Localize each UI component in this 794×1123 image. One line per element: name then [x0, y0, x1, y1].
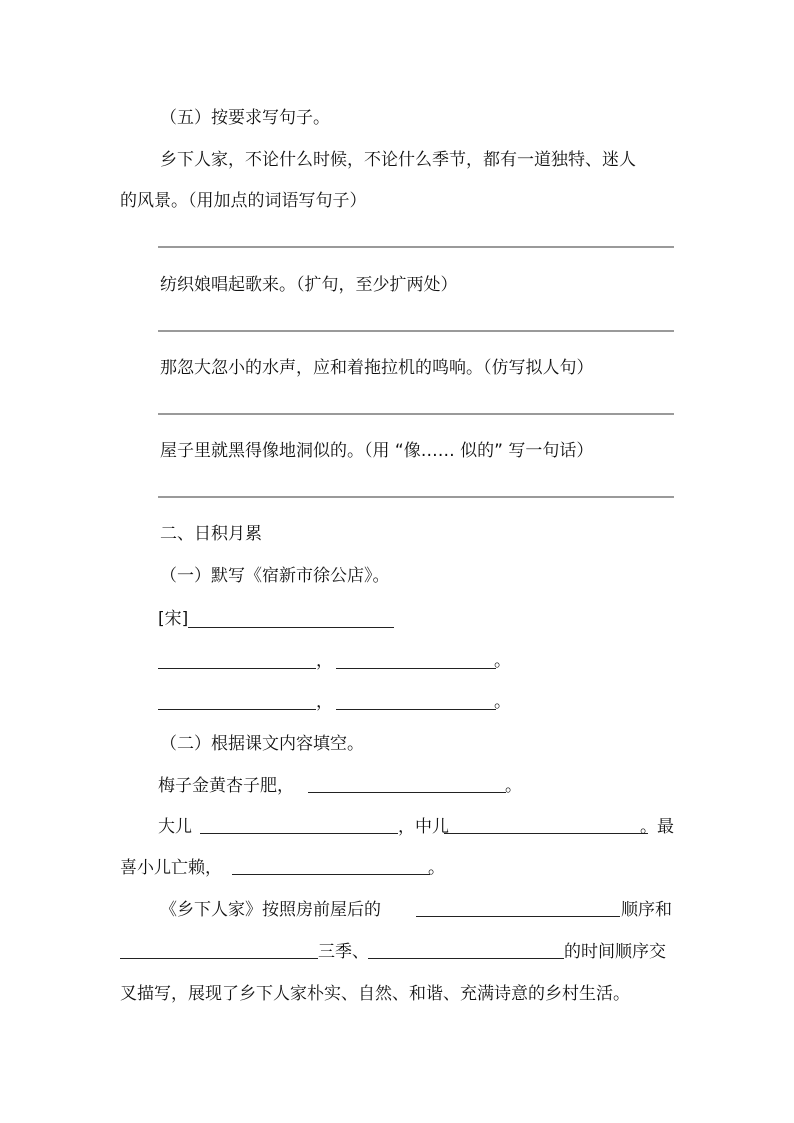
- poem-comma-1: ，: [316, 651, 333, 671]
- fill-3-line-1-text: 《乡下人家》按照房前屋后的: [160, 900, 381, 920]
- fill-2-middle: ，中儿: [398, 817, 449, 837]
- question-4: 屋子里就黑得像地洞似的。（用 “像…… 似的” 写一句话）: [160, 441, 594, 461]
- answer-line-3[interactable]: [158, 413, 674, 415]
- fill-2-prefix: 大儿: [158, 817, 192, 837]
- fill-2-line-2: 喜小儿亡赖，: [120, 858, 222, 878]
- fill-2-period: 。: [428, 858, 445, 878]
- poem-period-1: 。: [494, 651, 511, 671]
- fill-1-period: 。: [505, 776, 522, 796]
- fill-3-blank-a[interactable]: [416, 916, 620, 917]
- part2-heading: （二）根据课文内容填空。: [160, 734, 364, 754]
- question-1-line-1: 乡下人家，不论什么时候，不论什么季节，都有一道独特、迷人: [160, 150, 636, 170]
- poem-line-2b-blank[interactable]: [336, 709, 496, 710]
- answer-line-4[interactable]: [158, 496, 674, 498]
- answer-line-2[interactable]: [158, 330, 674, 332]
- question-1-line-2: 的风景。（用加点的词语写句子）: [120, 191, 367, 211]
- fill-2-blank-b[interactable]: [444, 833, 648, 834]
- part5-heading: （五）按要求写句子。: [160, 108, 330, 128]
- fill-1-blank[interactable]: [308, 792, 506, 793]
- poem-line-1a-blank[interactable]: [158, 668, 316, 669]
- poem-line-2a-blank[interactable]: [158, 709, 316, 710]
- poem-period-2: 。: [494, 692, 511, 712]
- poem-line-1b-blank[interactable]: [336, 668, 496, 669]
- fill-3-line-2-middle: 三季、: [318, 942, 369, 962]
- fill-3-blank-b[interactable]: [120, 958, 318, 959]
- fill-3-blank-c[interactable]: [368, 958, 564, 959]
- poem-comma-2: ，: [316, 692, 333, 712]
- question-3: 那忽大忽小的水声，应和着拖拉机的鸣响。（仿写拟人句）: [160, 358, 594, 378]
- fill-2-suffix: 。最: [640, 817, 674, 837]
- fill-3-line-3: 叉描写，展现了乡下人家朴实、自然、和谐、充满诗意的乡村生活。: [120, 984, 630, 1004]
- question-2: 纺织娘唱起歌来。（扩句，至少扩两处）: [160, 275, 458, 295]
- fill-1-text: 梅子金黄杏子肥，: [158, 776, 294, 796]
- part1-heading: （一）默写《宿新市徐公店》。: [160, 566, 390, 586]
- section-two-heading: 二、日积月累: [160, 524, 262, 544]
- fill-2-blank-c[interactable]: [232, 874, 430, 875]
- answer-line-1[interactable]: [158, 246, 674, 248]
- fill-3-line-2-suffix: 的时间顺序交: [564, 942, 666, 962]
- fill-3-line-1-suffix: 顺序和: [621, 900, 672, 920]
- poem-author-blank[interactable]: [188, 627, 394, 628]
- dynasty-label: [宋]: [158, 609, 189, 629]
- fill-2-blank-a[interactable]: [200, 833, 398, 834]
